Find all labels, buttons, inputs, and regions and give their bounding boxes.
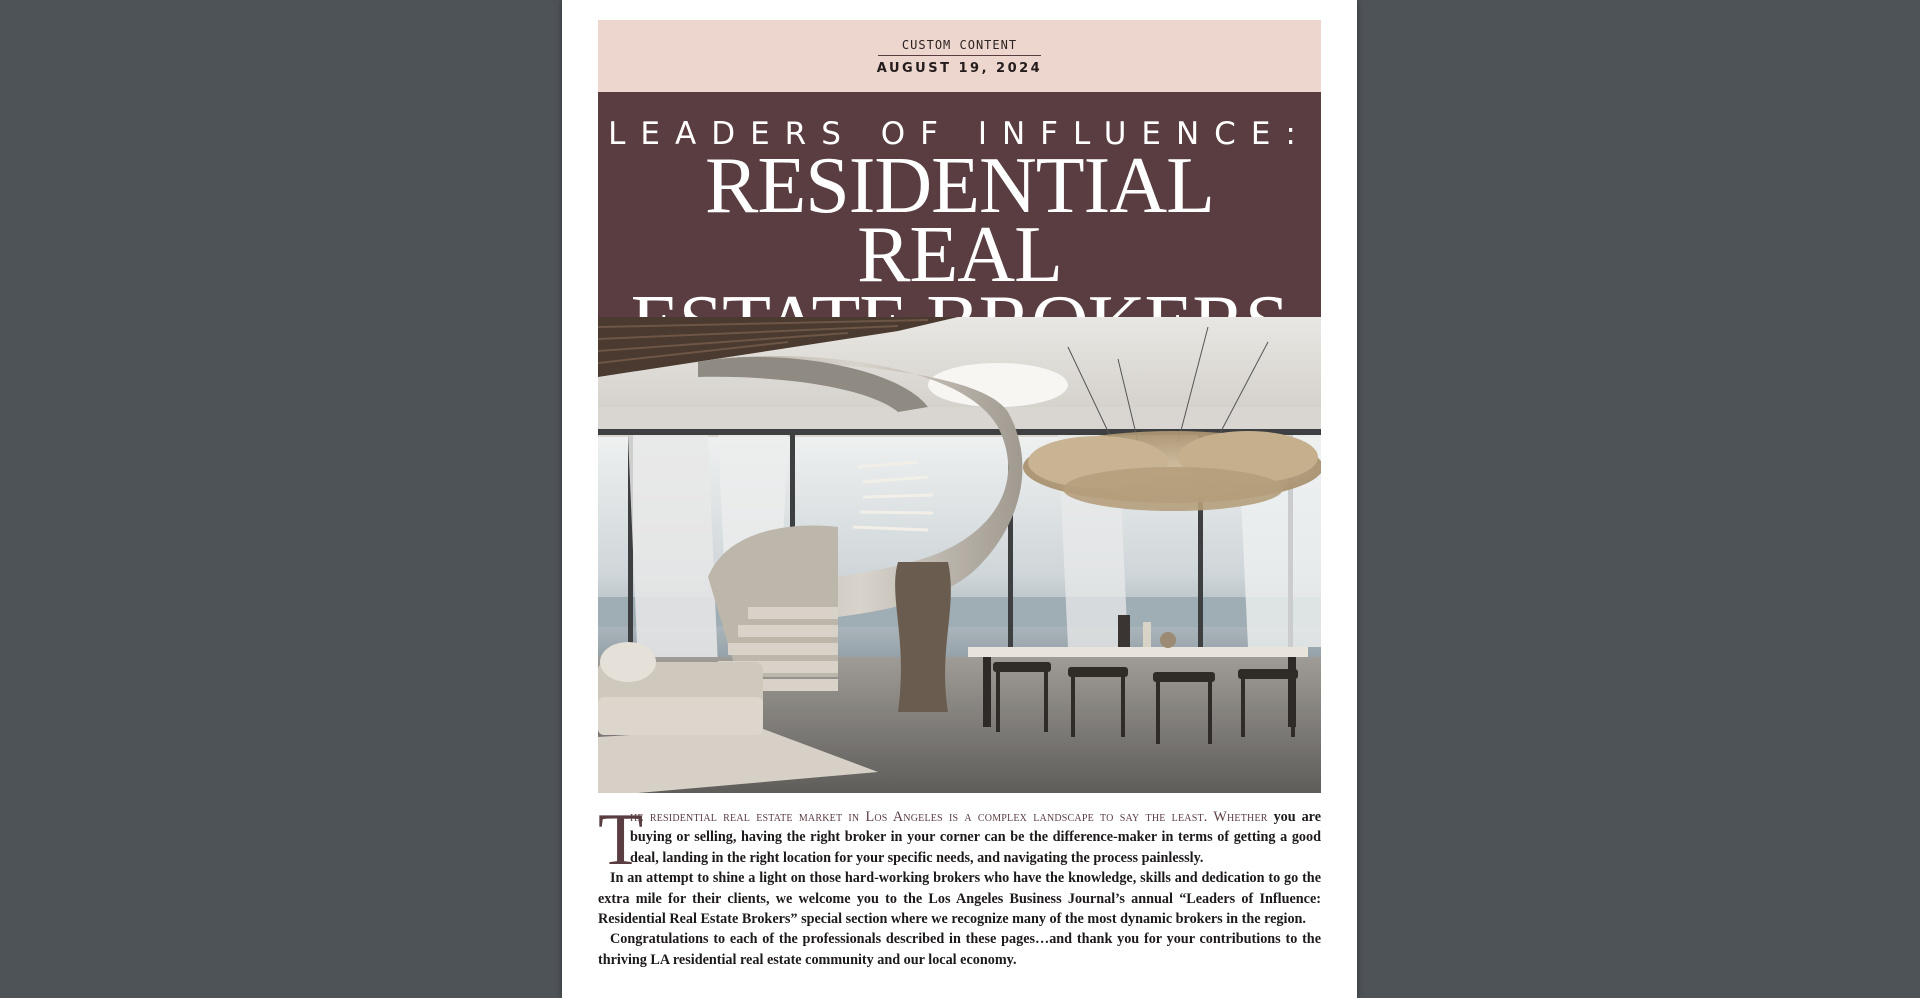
document-page: [562, 0, 1357, 998]
header-divider: [878, 55, 1041, 56]
hero-interior-illustration: [598, 317, 1321, 793]
headline-line-1: RESIDENTIAL REAL: [705, 142, 1214, 299]
issue-date: AUGUST 19, 2024: [876, 61, 1043, 76]
article-lead-in: he residential real estate market in Los Angeles is a complex landscape to say the least. Whether: [630, 809, 1268, 825]
article-paragraph-1: [598, 799, 1321, 881]
article-paragraph-1-text: you are buying or selling, having the right broker in your corner can be the difference-maker in terms of getting a good deal, landing in the right location for your specific needs, and navigating the process painlessly.: [630, 809, 1321, 866]
drop-cap: T: [598, 799, 644, 881]
article-paragraph-2: In an attempt to shine a light on those hard-working brokers who have the knowledge, skills and dedication to go the extra mile for their clients, we welcome you to the Los Angeles Business Journal’s annual “Leaders of Influence: Residential Real Estate Brokers” special section where we recognize many of the most dynamic brokers in the region.: [598, 870, 1321, 928]
title-band: [598, 92, 1321, 317]
hero-image: [598, 317, 1321, 793]
section-label: CUSTOM CONTENT: [901, 38, 1018, 52]
header-band: [598, 20, 1321, 92]
article-body: [598, 799, 1321, 970]
article-paragraph-3: Congratulations to each of the professionals described in these pages…and thank you for your contributions to the thriving LA residential real estate community and our local economy.: [598, 931, 1321, 968]
title-kicker: LEADERS OF INFLUENCE:: [608, 116, 1311, 152]
